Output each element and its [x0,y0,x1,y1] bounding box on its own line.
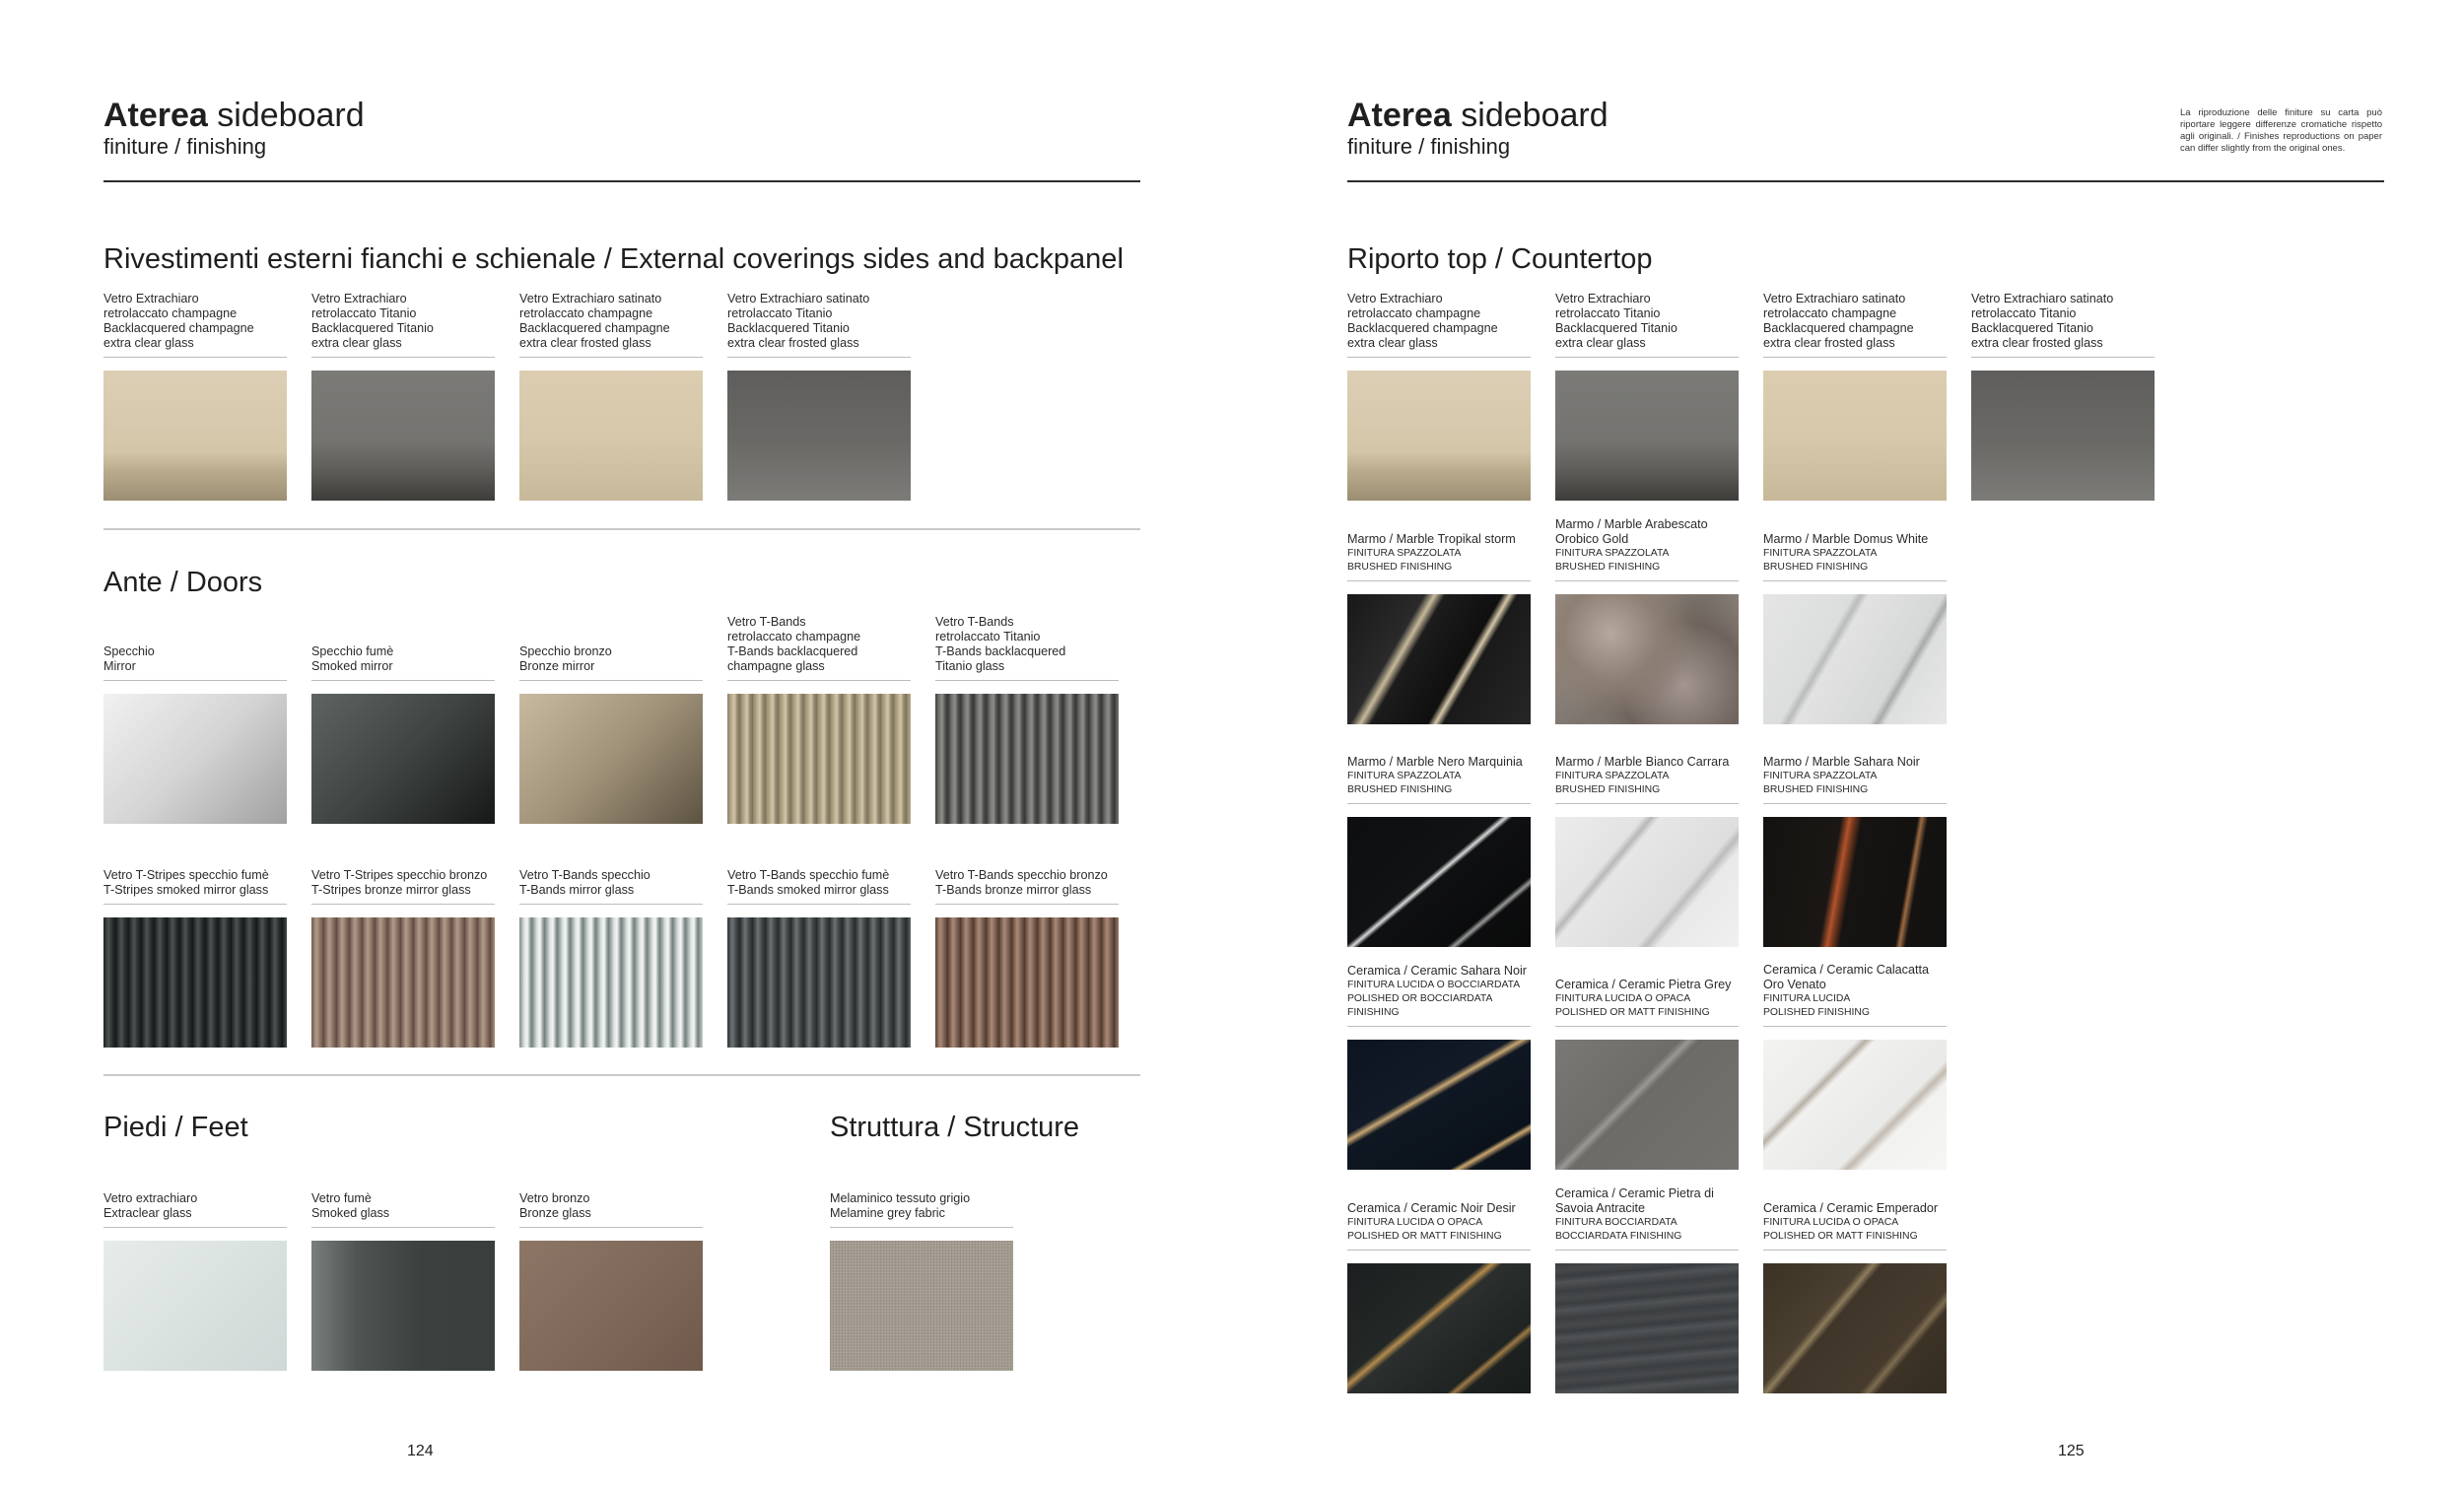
finish-swatch [727,292,911,501]
label-underline [1763,803,1947,804]
brand-name: Aterea [103,97,208,134]
finish-sample-bianco-carrara [1555,817,1739,947]
finish-sample-bronze-mirror [519,694,703,824]
finish-sample-titanio-glass [311,371,495,501]
finish-label [935,615,1119,674]
finish-sample-extraclear-glass [103,1241,287,1371]
brand-name: Aterea [1347,97,1452,134]
label-underline [935,680,1119,681]
title-rest: sideboard [1461,97,1608,134]
finish-label [830,1191,1013,1221]
finish-name: Specchio Mirror [103,644,155,673]
page-number: 125 [2058,1443,2085,1459]
finish-name: Ceramica / Ceramic Pietra di Savoia Antracite [1555,1186,1714,1215]
finish-swatch [1555,738,1739,947]
finish-type: FINITURA LUCIDA O OPACA POLISHED OR MATT FINISHING [1555,993,1710,1018]
label-underline [311,904,495,905]
finish-sample-titanio-frosted [727,371,911,501]
header-divider [103,180,1140,182]
finish-sample-champagne-frosted [1763,371,1947,501]
finish-swatch [311,839,495,1048]
finish-label [519,644,703,674]
finish-swatch [1347,738,1531,947]
label-underline [1555,580,1739,581]
label-underline [1347,1026,1531,1027]
reproduction-disclaimer: La riproduzione delle finiture su carta può riportare leggere differenze cromatiche rispetto agli originali. / Finishes reproductions on paper can differ slightly from the original ones. [2180,107,2382,154]
finish-name: Vetro Extrachiaro retrolaccato Titanio Backlacquered Titanio extra clear glass [311,292,434,350]
finish-type: FINITURA SPAZZOLATA BRUSHED FINISHING [1763,771,1878,795]
finish-swatch [1555,961,1739,1170]
finish-swatch [311,292,495,501]
finish-sample-champagne-glass [103,371,287,501]
finish-label [519,292,703,351]
label-underline [727,904,911,905]
finish-label [103,644,287,674]
finish-type: FINITURA SPAZZOLATA BRUSHED FINISHING [1347,771,1462,795]
finish-label [1555,517,1739,575]
finish-name: Vetro T-Bands retrolaccato Titanio T-Bands backlacquered Titanio glass [935,615,1066,673]
finish-type: FINITURA SPAZZOLATA BRUSHED FINISHING [1347,548,1462,573]
section-title-doors: Ante / Doors [103,567,263,598]
page-title [103,96,365,135]
finish-name: Marmo / Marble Domus White [1763,532,1929,546]
finish-sample-tropikal-storm [1347,594,1531,724]
label-underline [727,357,911,358]
finish-label [1347,1201,1531,1244]
finish-type: FINITURA SPAZZOLATA BRUSHED FINISHING [1763,548,1878,573]
finish-swatch [727,615,911,824]
finish-name: Ceramica / Ceramic Pietra Grey [1555,978,1732,991]
finish-sample-emperador [1763,1263,1947,1393]
finish-type: FINITURA LUCIDA O OPACA POLISHED OR MATT FINISHING [1347,1217,1502,1242]
finish-type: FINITURA SPAZZOLATA BRUSHED FINISHING [1555,548,1670,573]
finish-name: Specchio bronzo Bronze mirror [519,644,612,673]
finish-sample-calacatta-oro [1763,1040,1947,1170]
finish-swatch [519,292,703,501]
page-number: 124 [407,1443,434,1459]
finish-name: Specchio fumè Smoked mirror [311,644,394,673]
finish-name: Vetro Extrachiaro retrolaccato Titanio Backlacquered Titanio extra clear glass [1555,292,1677,350]
finish-label [1763,292,1947,351]
label-underline [103,904,287,905]
finish-name: Vetro Extrachiaro retrolaccato champagne Backlacquered champagne extra clear glass [103,292,254,350]
finish-sample-t-stripes-smoked [103,917,287,1048]
finish-swatch [1763,738,1947,947]
label-underline [103,357,287,358]
finish-name: Vetro Extrachiaro satinato retrolaccato champagne Backlacquered champagne extra clear frosted glass [519,292,670,350]
finish-type: FINITURA BOCCIARDATA BOCCIARDATA FINISHING [1555,1217,1682,1242]
finish-name: Vetro T-Bands specchio T-Bands mirror glass [519,868,650,897]
finish-name: Marmo / Marble Tropikal storm [1347,532,1516,546]
finish-sample-bronze-glass [519,1241,703,1371]
label-underline [1347,1250,1531,1251]
finish-swatch [1347,1184,1531,1393]
finish-label [1763,532,1947,575]
finish-sample-t-bands-champagne [727,694,911,824]
finish-sample-noir-desir [1347,1263,1531,1393]
finish-swatch [1347,961,1531,1170]
finish-label [1347,532,1531,575]
finish-name: Marmo / Marble Nero Marquinia [1347,755,1523,769]
finish-name: Vetro T-Stripes specchio fumè T-Stripes smoked mirror glass [103,868,269,897]
finish-swatch [1763,961,1947,1170]
finish-type: FINITURA LUCIDA O OPACA POLISHED OR MATT FINISHING [1763,1217,1918,1242]
page-title [1347,96,1608,135]
finish-sample-pietra-grey [1555,1040,1739,1170]
finish-sample-t-bands-bronze [935,917,1119,1048]
finish-swatch [935,615,1119,824]
finish-swatch [1555,292,1739,501]
finish-swatch [103,615,287,824]
label-underline [1763,1250,1947,1251]
label-underline [519,1227,703,1228]
finish-swatch [1763,1184,1947,1393]
finish-sample-titanio-frosted [1971,371,2155,501]
finish-sample-titanio-glass [1555,371,1739,501]
finish-name: Ceramica / Ceramic Sahara Noir [1347,964,1527,978]
label-underline [103,680,287,681]
finish-swatch [727,839,911,1048]
finish-name: Vetro extrachiaro Extraclear glass [103,1191,198,1220]
section-title-feet: Piedi / Feet [103,1112,248,1143]
finish-label [1347,755,1531,797]
finish-sample-t-bands-mirror [519,917,703,1048]
page-subtitle: finiture / finishing [103,134,267,159]
finish-name: Vetro T-Bands retrolaccato champagne T-Bands backlacquered champagne glass [727,615,861,673]
title-rest: sideboard [217,97,365,134]
finish-name: Vetro fumè Smoked glass [311,1191,390,1220]
finish-label [1555,755,1739,797]
finish-swatch [1763,515,1947,724]
finish-name: Vetro Extrachiaro retrolaccato champagne Backlacquered champagne extra clear glass [1347,292,1498,350]
finish-label [311,1191,495,1221]
finish-type: FINITURA SPAZZOLATA BRUSHED FINISHING [1555,771,1670,795]
finish-name: Melaminico tessuto grigio Melamine grey fabric [830,1191,971,1220]
label-underline [1347,357,1531,358]
label-underline [519,357,703,358]
label-underline [1555,1026,1739,1027]
label-underline [1555,357,1739,358]
finish-sample-arabescato-orobico [1555,594,1739,724]
finish-name: Marmo / Marble Arabescato Orobico Gold [1555,517,1708,546]
finish-name: Marmo / Marble Sahara Noir [1763,755,1920,769]
finish-label [1763,963,1947,1020]
finish-sample-t-bands-titanio [935,694,1119,824]
finish-sample-sahara-noir [1763,817,1947,947]
finish-label [1555,1186,1739,1244]
finish-name: Vetro Extrachiaro satinato retrolaccato Titanio Backlacquered Titanio extra clear frosted glass [727,292,870,350]
finish-swatch [311,615,495,824]
label-underline [935,904,1119,905]
section-title-coverings: Rivestimenti esterni fianchi e schienale / External coverings sides and backpanel [103,243,1124,275]
finish-name: Vetro bronzo Bronze glass [519,1191,591,1220]
finish-sample-pietra-savoia [1555,1263,1739,1393]
section-divider [103,1074,1140,1076]
finish-label [1763,1201,1947,1244]
finish-sample-nero-marquinia [1347,817,1531,947]
finish-label [1763,755,1947,797]
section-divider [103,528,1140,530]
section-title-countertop: Riporto top / Countertop [1347,243,1653,275]
finish-sample-champagne-frosted [519,371,703,501]
finish-type: FINITURA LUCIDA O BOCCIARDATA POLISHED OR BOCCIARDATA FINISHING [1347,980,1521,1018]
finish-label [1971,292,2155,351]
label-underline [1971,357,2155,358]
finish-label [311,868,495,898]
finish-swatch [1971,292,2155,501]
finish-swatch [1763,292,1947,501]
finish-label [311,644,495,674]
page-subtitle: finiture / finishing [1347,134,1511,159]
label-underline [1555,1250,1739,1251]
finish-sample-smoked-mirror [311,694,495,824]
right-page [1244,0,2464,1489]
finish-label [935,868,1119,898]
finish-sample-champagne-glass [1347,371,1531,501]
finish-label [1347,292,1531,351]
finish-swatch [1555,515,1739,724]
finish-swatch [1347,292,1531,501]
finish-label [519,1191,703,1221]
finish-label [311,292,495,351]
section-title-structure: Struttura / Structure [830,1112,1080,1143]
label-underline [727,680,911,681]
finish-swatch [935,839,1119,1048]
finish-name: Vetro T-Stripes specchio bronzo T-Stripes bronze mirror glass [311,868,488,897]
finish-swatch [103,839,287,1048]
finish-label [727,292,911,351]
label-underline [519,680,703,681]
finish-label [103,1191,287,1221]
label-underline [311,680,495,681]
finish-sample-grey-fabric [830,1241,1013,1371]
finish-sample-mirror [103,694,287,824]
finish-swatch [1347,515,1531,724]
finish-sample-domus-white [1763,594,1947,724]
finish-sample-smoked-glass [311,1241,495,1371]
finish-label [103,868,287,898]
finish-sample-ceramic-sahara-noir [1347,1040,1531,1170]
finish-name: Marmo / Marble Bianco Carrara [1555,755,1730,769]
finish-name: Vetro Extrachiaro satinato retrolaccato champagne Backlacquered champagne extra clear frosted glass [1763,292,1914,350]
finish-label [1555,292,1739,351]
finish-type: FINITURA LUCIDA POLISHED FINISHING [1763,993,1870,1018]
finish-swatch [830,1162,1013,1371]
label-underline [1763,357,1947,358]
finish-label [727,615,911,674]
finish-label [103,292,287,351]
label-underline [519,904,703,905]
finish-label [1347,964,1531,1020]
label-underline [1555,803,1739,804]
finish-name: Ceramica / Ceramic Noir Desir [1347,1201,1516,1215]
label-underline [1763,580,1947,581]
finish-label [519,868,703,898]
finish-name: Ceramica / Ceramic Calacatta Oro Venato [1763,963,1929,991]
finish-name: Vetro T-Bands specchio bronzo T-Bands bronze mirror glass [935,868,1108,897]
label-underline [311,1227,495,1228]
finish-name: Vetro Extrachiaro satinato retrolaccato Titanio Backlacquered Titanio extra clear frosted glass [1971,292,2114,350]
finish-swatch [1555,1184,1739,1393]
finish-name: Ceramica / Ceramic Emperador [1763,1201,1939,1215]
label-underline [103,1227,287,1228]
finish-swatch [103,1162,287,1371]
label-underline [1347,580,1531,581]
finish-swatch [311,1162,495,1371]
finish-sample-t-bands-smoked [727,917,911,1048]
finish-swatch [519,839,703,1048]
finish-swatch [519,615,703,824]
finish-sample-t-stripes-bronze [311,917,495,1048]
label-underline [830,1227,1013,1228]
label-underline [1347,803,1531,804]
finish-label [727,868,911,898]
finish-swatch [103,292,287,501]
finish-swatch [519,1162,703,1371]
label-underline [311,357,495,358]
finish-label [1555,978,1739,1020]
header-divider [1347,180,2384,182]
finish-name: Vetro T-Bands specchio fumè T-Bands smoked mirror glass [727,868,890,897]
label-underline [1763,1026,1947,1027]
